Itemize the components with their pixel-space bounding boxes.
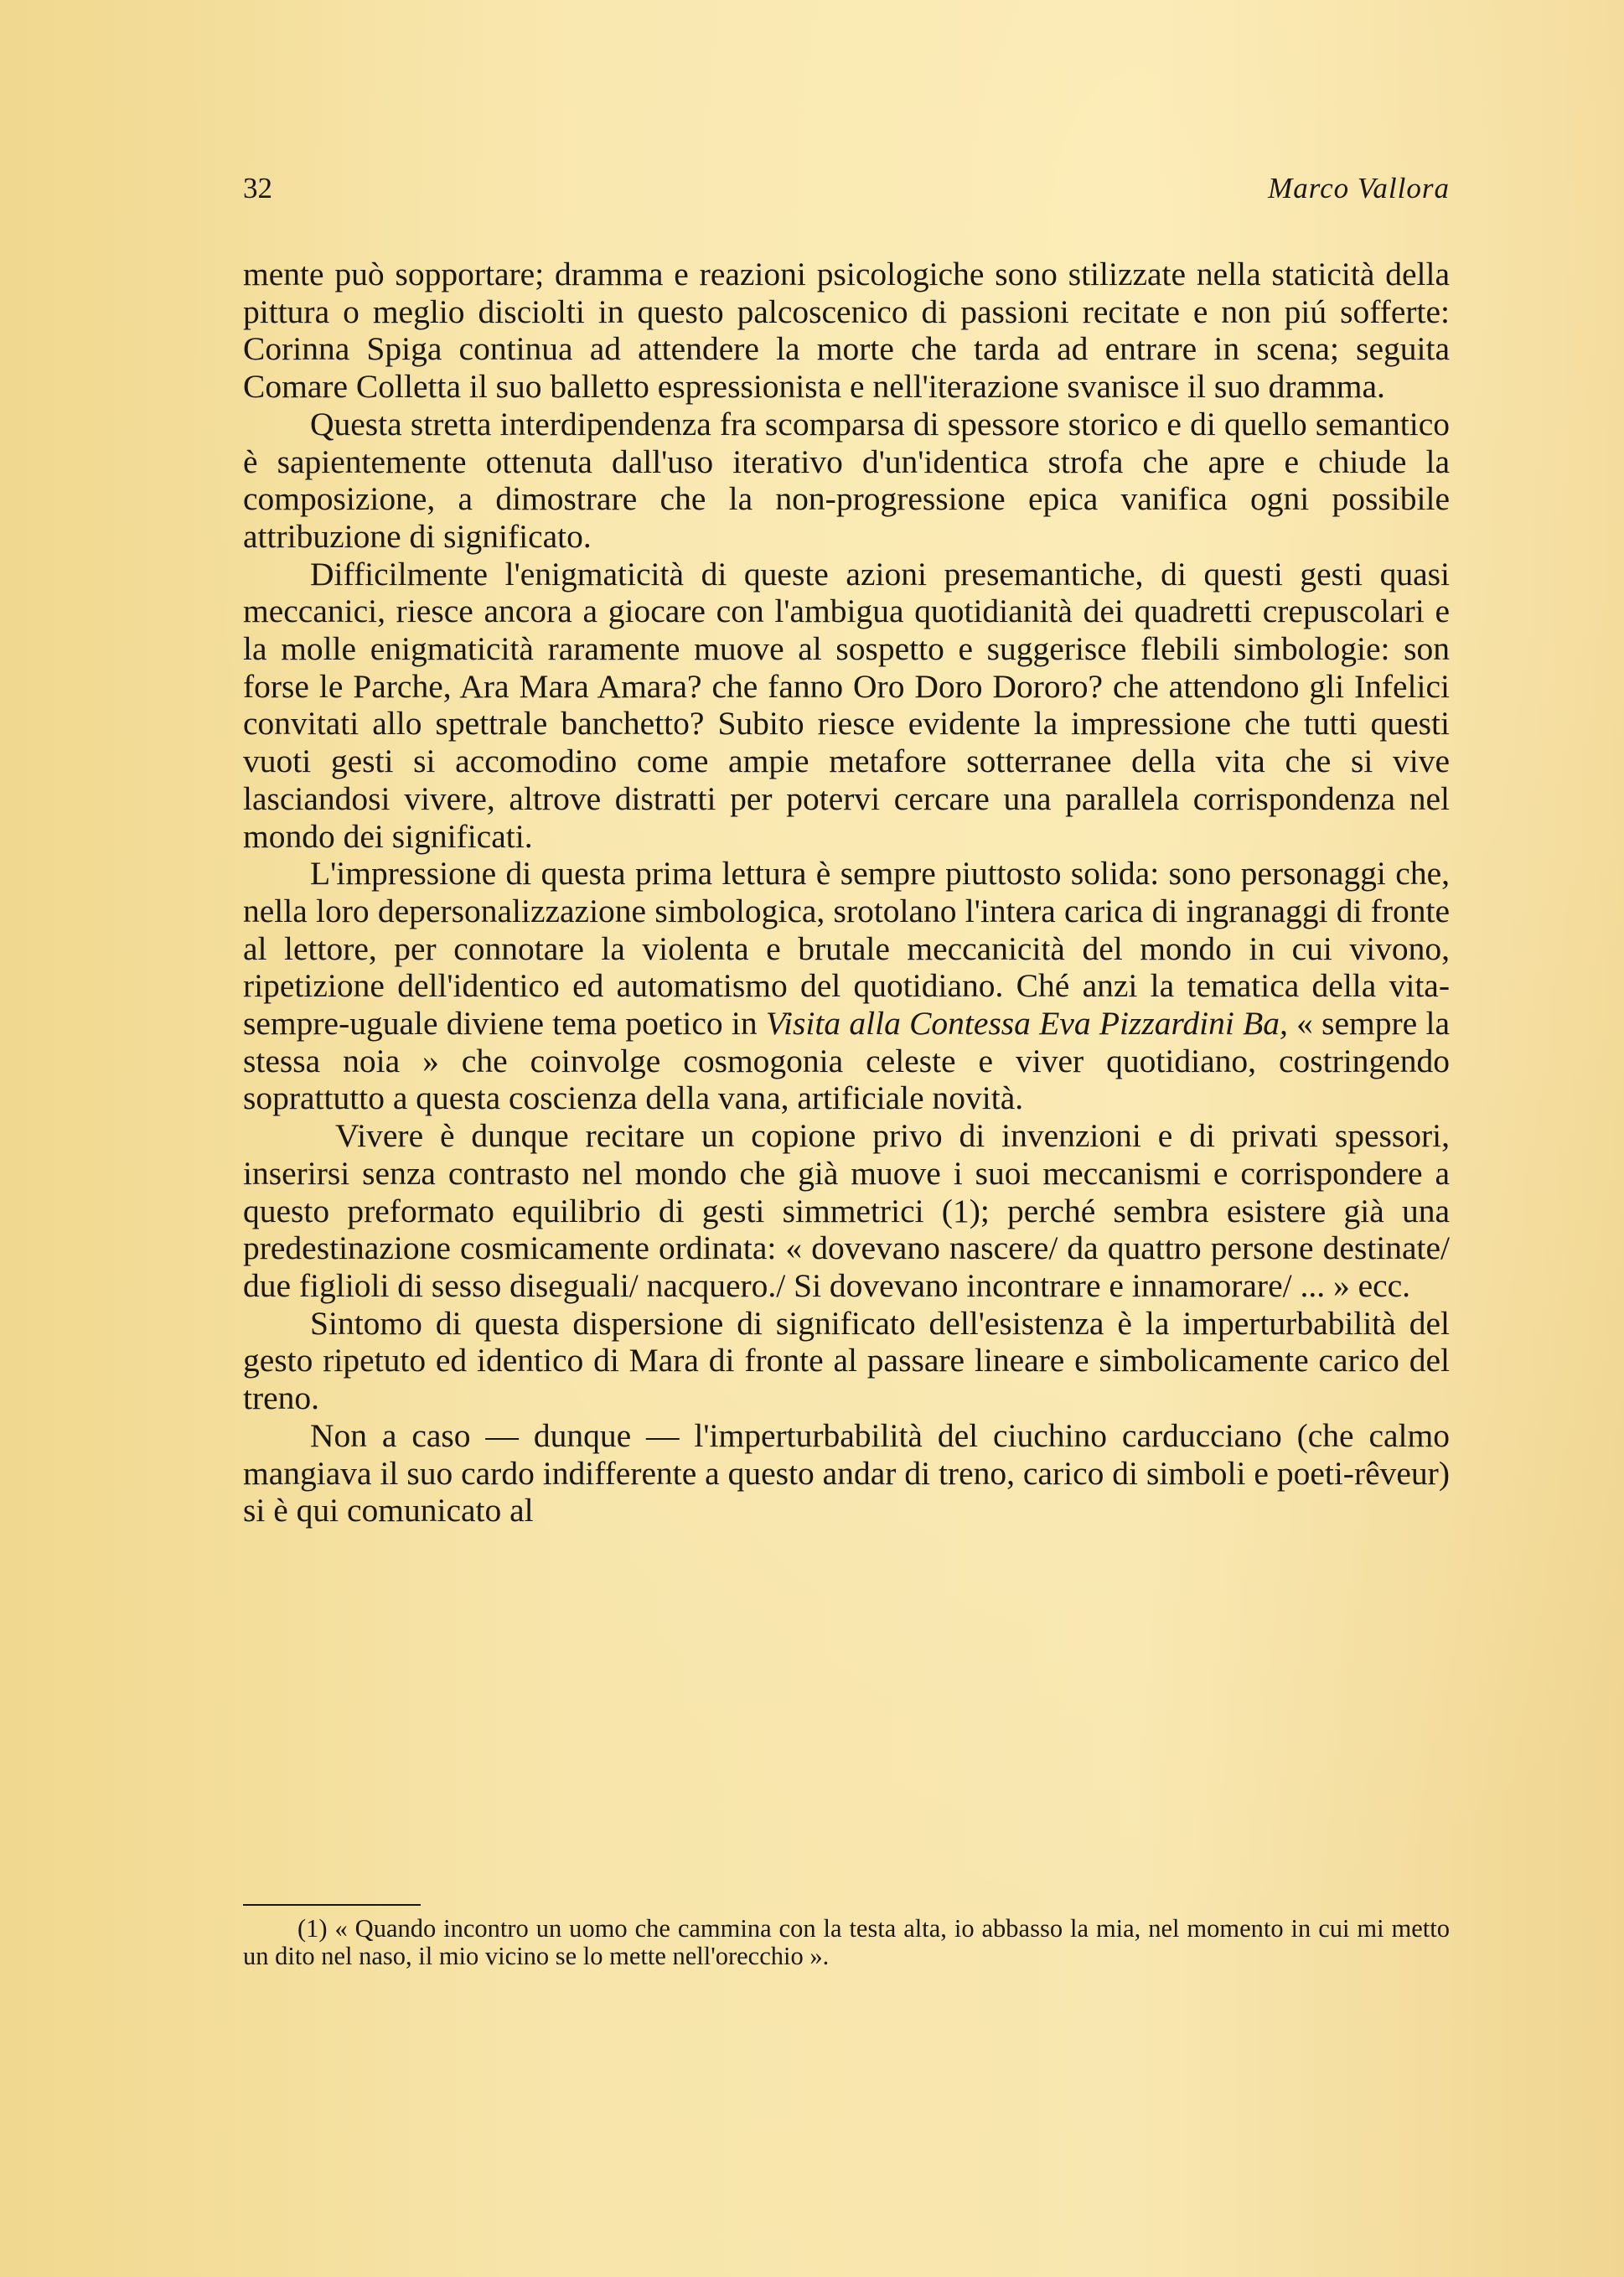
paragraph-7: Non a caso — dunque — l'imperturbabilità del ciuchino carducciano (che calmo mangiava il suo cardo indifferente a questo andar di treno, carico di simboli e poeti-rêveur) si è qui comunicato al [243, 1416, 1450, 1529]
paragraph-4-text-start: L'impressione di questa prima lettura è sempre piuttosto solida: sono personaggi che, nella loro depersonalizzazione simbologica, srotolano l'intera carica di ingranaggi di fronte al lettore, per connotare la violenta e brutale meccanicità del mondo in cui vivono, ripetizione dell'identico ed automatismo del quotidiano. Ché anzi la tematica della vita-sempre-uguale diviene tema poetico in [243, 855, 1450, 1043]
running-head-author: Marco Vallora [1268, 172, 1450, 204]
body-text [243, 256, 1450, 1529]
page-number: 32 [243, 172, 272, 204]
paragraph-2: Questa stretta interdipendenza fra scomparsa di spessore storico e di quello semantico è sapientemente ottenuta dall'uso iterativo d'un'identica strofa che apre e chiude la composizione, a dimostrare che la non-progressione epica vanifica ogni possibile attribuzione di significato. [243, 405, 1450, 555]
paragraph-1: mente può sopportare; dramma e reazioni psicologiche sono stilizzate nella staticità della pittura o meglio disciolti in questo palcoscenico di passioni recitate e non piú sofferte: Corinna Spiga continua ad attendere la morte che tarda ad entrare in scena; seguita Comare Colletta il suo balletto espressionista e nell'iterazione svanisce il suo dramma. [243, 256, 1450, 406]
paragraph-6: Sintomo di questa dispersione di significato dell'esistenza è la imperturbabilità del gesto ripetuto ed identico di Mara di fronte al passare lineare e simbolicamente carico del treno. [243, 1304, 1450, 1417]
paragraph-5: Vivere è dunque recitare un copione privo di invenzioni e di privati spessori, inserirsi senza contrasto nel mondo che già muove i suoi meccanismi e corrispondere a questo preformato equilibrio di gesti simmetrici (1); perché sembra esistere già una predestinazione cosmicamente ordinata: « dovevano nascere/ da quattro persone destinate/ due figlioli di sesso diseguali/ nacquero./ Si dovevano incontrare e innamorare/ ... » ecc. [243, 1117, 1450, 1304]
paragraph-4-text-end: « sempre la stessa noia » che coinvolge cosmogonia celeste e viver quotidiano, costringendo soprattutto a questa coscienza della vana, artificiale novità. [243, 1005, 1450, 1117]
footnote-divider [243, 1904, 421, 1906]
paragraph-3: Difficilmente l'enigmaticità di queste azioni presemantiche, di questi gesti quasi meccanici, riesce ancora a giocare con l'ambigua quotidianità dei quadretti crepuscolari e la molle enigmaticità raramente muove al sospetto e suggerisce flebili simbologie: son forse le Parche, Ara Mara Amara? che fanno Oro Doro Dororo? che attendono gli Infelici convitati allo spettrale banchetto? Subito riesce evidente la impressione che tutti questi vuoti gesti si accomodino come ampie metafore sotterranee della vita che si vive lasciandosi vivere, altrove distratti per potervi cercare una parallela corrispondenza nel mondo dei significati. [243, 555, 1450, 855]
footnote: (1) « Quando incontro un uomo che cammina con la testa alta, io abbasso la mia, nel momento in cui mi metto un dito nel naso, il mio vicino se lo mette nell'orecchio ». [243, 1914, 1450, 1970]
running-head [243, 172, 1450, 214]
poem-title: Visita alla Contessa Eva Pizzardini Ba, [765, 1005, 1288, 1043]
book-page [243, 0, 1450, 2277]
paragraph-4 [243, 855, 1450, 1117]
